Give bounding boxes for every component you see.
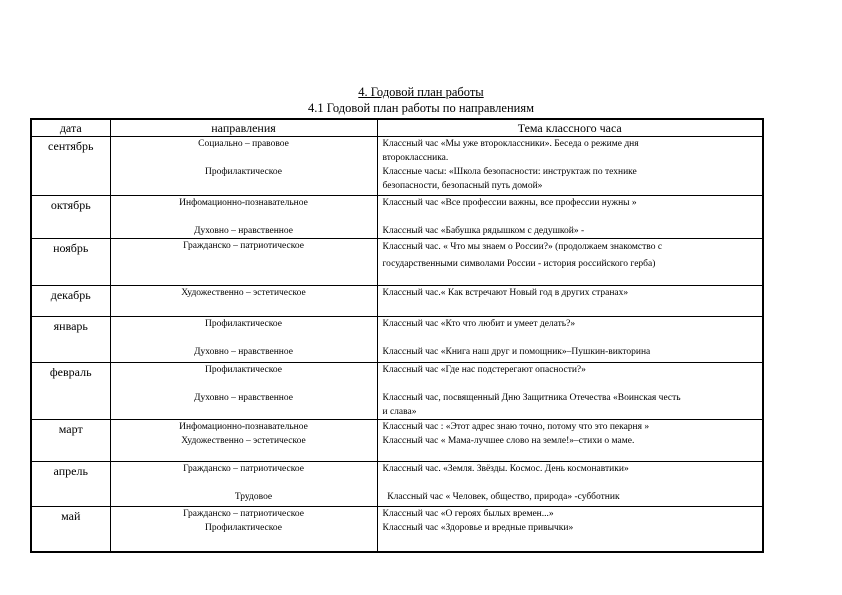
month-cell: март xyxy=(31,420,110,462)
topic-text: Классный час.« Как встречают Новый год в других странах» xyxy=(382,288,629,298)
topic-text: Классный час «Бабушка рядышком с дедушкой» - xyxy=(382,226,585,236)
topic-cell xyxy=(377,239,763,286)
direction-text: Духовно – нравственное xyxy=(194,347,293,357)
direction-text: Социально – правовое xyxy=(198,139,289,149)
topic-text: Классный час «Где нас подстерегают опасности?» xyxy=(382,365,586,375)
table-row xyxy=(31,462,763,507)
table-header-row xyxy=(31,119,763,137)
topic-cell xyxy=(377,507,763,552)
directions-cell xyxy=(110,137,377,196)
month-cell: октябрь xyxy=(31,196,110,239)
topic-text: безопасности, безопасный путь домой» xyxy=(382,181,543,191)
direction-text: Инфомационно-познавательное xyxy=(179,198,308,208)
direction-text: Гражданско – патриотическое xyxy=(183,241,304,251)
direction-text: Духовно – нравственное xyxy=(194,393,293,403)
topic-text: Классный час «Кто что любит и умеет делать?» xyxy=(382,319,576,329)
column-header-date: дата xyxy=(31,119,110,137)
table-row xyxy=(31,286,763,317)
direction-text: Профилактическое xyxy=(205,319,282,329)
topic-text: Классный час « Мама-лучшее слово на земле!»–стихи о маме. xyxy=(382,436,635,446)
topic-text: государственными символами России - история российского герба) xyxy=(382,259,656,269)
month-cell: сентябрь xyxy=(31,137,110,196)
directions-cell xyxy=(110,239,377,286)
directions-cell xyxy=(110,317,377,363)
directions-cell xyxy=(110,420,377,462)
month-cell: май xyxy=(31,507,110,552)
directions-cell xyxy=(110,462,377,507)
direction-text: Профилактическое xyxy=(205,365,282,375)
topic-text: Классный час «О героях былых времен...» xyxy=(382,509,554,519)
table-row xyxy=(31,363,763,420)
document-subheading: 4.1 Годовой план работы по направлениям xyxy=(308,101,534,115)
topic-text: Классный час. «Земля. Звёзды. Космос. День космонавтики» xyxy=(382,464,629,474)
topic-cell xyxy=(377,196,763,239)
topic-text: Классный час «Книга наш друг и помощник»–Пушкин-викторина xyxy=(382,347,651,357)
direction-text: Профилактическое xyxy=(205,523,282,533)
month-cell: апрель xyxy=(31,462,110,507)
direction-text: Духовно – нравственное xyxy=(194,226,293,236)
topic-text: и слава» xyxy=(382,407,417,417)
direction-text: Художественно – эстетическое xyxy=(181,288,306,298)
directions-cell xyxy=(110,286,377,317)
topic-cell xyxy=(377,462,763,507)
topic-cell xyxy=(377,420,763,462)
topic-cell xyxy=(377,286,763,317)
direction-text: Трудовое xyxy=(234,492,273,502)
direction-text: Художественно – эстетическое xyxy=(181,436,306,446)
month-cell: февраль xyxy=(31,363,110,420)
topic-text: Классный час «Здоровье и вредные привычки» xyxy=(382,523,574,533)
column-header-topic: Тема классного часа xyxy=(377,119,763,137)
directions-cell xyxy=(110,196,377,239)
table-row xyxy=(31,239,763,286)
topic-cell xyxy=(377,317,763,363)
topic-text: второклассника. xyxy=(382,153,449,163)
topic-text: Классный час, посвященный Дню Защитника Отечества «Воинская честь xyxy=(382,393,681,403)
topic-text: Классный час « Человек, общество, природа» -субботник xyxy=(382,492,620,502)
month-cell: январь xyxy=(31,317,110,363)
topic-text: Классный час «Все профессии важны, все профессии нужны » xyxy=(382,198,637,208)
direction-text: Инфомационно-познавательное xyxy=(179,422,308,432)
topic-text: Классный час. « Что мы знаем о России?» (продолжаем знакомство с xyxy=(382,242,663,252)
topic-text: Классный час : «Этот адрес знаю точно, потому что это пекарня » xyxy=(382,422,650,432)
table-row xyxy=(31,137,763,196)
table-row xyxy=(31,196,763,239)
table-row xyxy=(31,507,763,552)
direction-text: Гражданско – патриотическое xyxy=(183,509,304,519)
topic-cell xyxy=(377,363,763,420)
annual-plan-table xyxy=(30,118,764,553)
direction-text: Профилактическое xyxy=(205,167,282,177)
month-cell: ноябрь xyxy=(31,239,110,286)
directions-cell xyxy=(110,363,377,420)
table-row xyxy=(31,317,763,363)
direction-text: Гражданско – патриотическое xyxy=(183,464,304,474)
column-header-directions: направления xyxy=(110,119,377,137)
topic-text: Классные часы: «Школа безопасности: инструктаж по технике xyxy=(382,167,637,177)
document-heading: 4. Годовой план работы xyxy=(358,85,484,99)
topic-cell xyxy=(377,137,763,196)
topic-text: Классный час «Мы уже второклассники». Беседа о режиме дня xyxy=(382,139,639,149)
directions-cell xyxy=(110,507,377,552)
month-cell: декабрь xyxy=(31,286,110,317)
table-row xyxy=(31,420,763,462)
